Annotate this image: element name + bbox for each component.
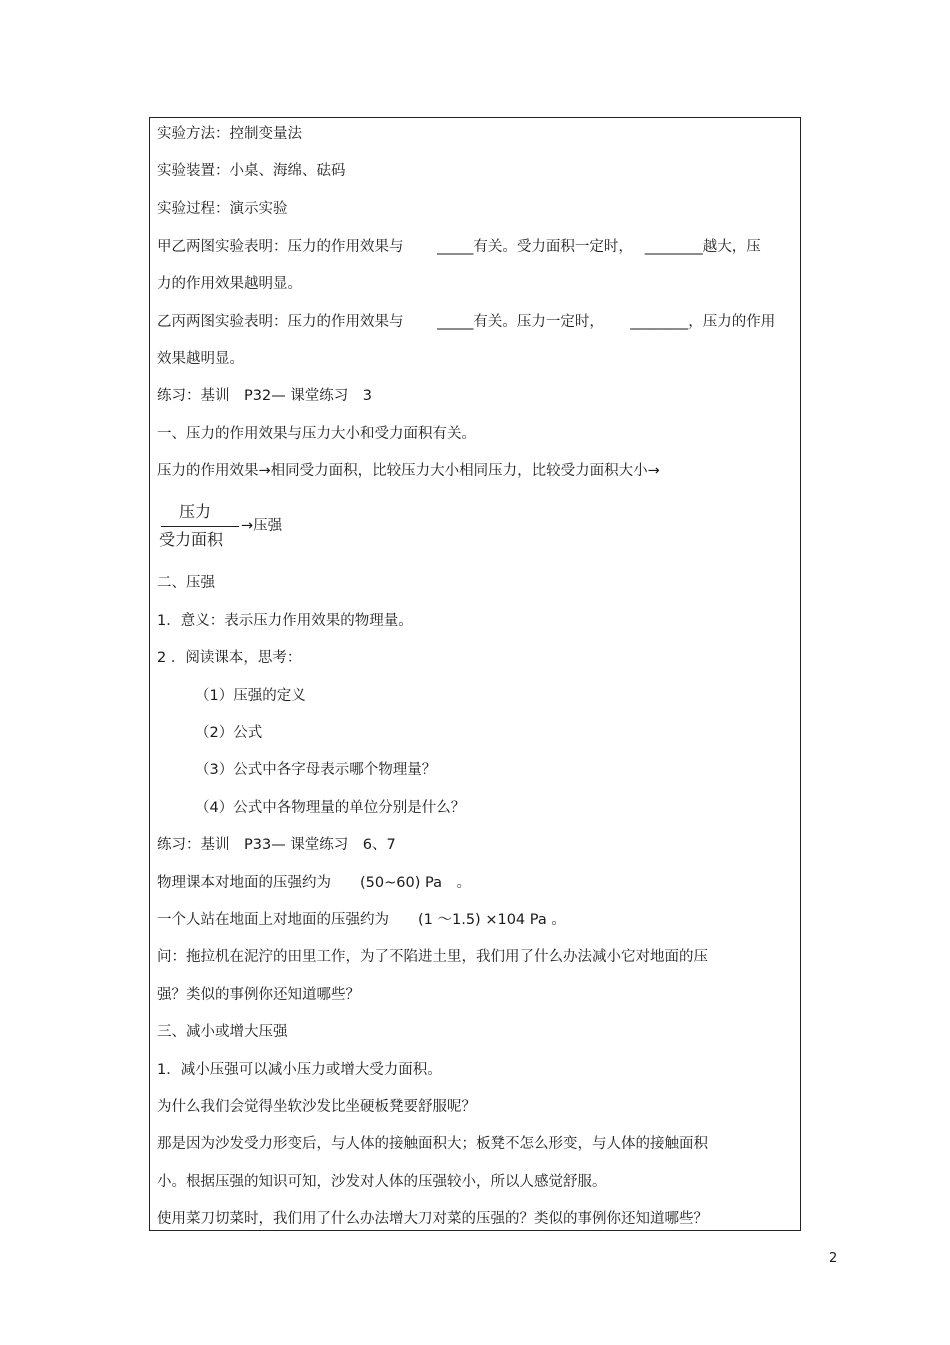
text-line: 1．减小压强可以减小压力或增大受力面积。 (157, 1062, 442, 1078)
text-line: 力的作用效果越明显。 (157, 276, 302, 292)
text-line: 乙丙两图实验表明：压力的作用效果与 _____有关。压力一定时， ________，压力的作用 (157, 314, 776, 330)
text-line: 强？类似的事例你还知道哪些？ (157, 987, 360, 1003)
text-line: 2 ．阅读课本，思考： (157, 650, 302, 666)
fraction-bar (161, 526, 239, 527)
text-line: 效果越明显。 (157, 351, 244, 367)
text-line: 练习：基训 P32— 课堂练习 3 (157, 388, 373, 404)
text-line: 问：拖拉机在泥泞的田里工作，为了不陷进土里，我们用了什么办法减小它对地面的压 (157, 949, 708, 965)
text-line: 物理课本对地面的压强约为 (50~60) Pa 。 (157, 875, 471, 891)
text-line: 压力的作用效果→相同受力面积，比较压力大小相同压力，比较受力面积大小→ (157, 463, 660, 479)
fraction-denominator: 受力面积 (159, 530, 224, 549)
section-heading: 二、压强 (157, 575, 215, 591)
text-line: 甲乙两图实验表明：压力的作用效果与 _____有关。受力面积一定时， ________越大，压 (157, 239, 761, 255)
list-item: （2）公式 (195, 725, 263, 741)
text-line: 那是因为沙发受力形变后，与人体的接触面积大；板凳不怎么形变，与人体的接触面积 (157, 1136, 708, 1152)
text-line: 一个人站在地面上对地面的压强约为 (1 ～1.5) ×104 Pa 。 (157, 912, 566, 928)
text-line: 实验过程：演示实验 (157, 201, 288, 217)
text-line: 实验装置：小桌、海绵、砝码 (157, 163, 346, 179)
text-line: 1．意义：表示压力作用效果的物理量。 (157, 613, 413, 629)
text-line: 小。根据压强的知识可知，沙发对人体的压强较小，所以人感觉舒服。 (157, 1174, 607, 1190)
pressure-fraction (157, 501, 307, 553)
fraction-suffix: →压强 (241, 518, 283, 534)
text-line: 使用菜刀切菜时，我们用了什么办法增大刀对菜的压强的？类似的事例你还知道哪些？ (157, 1211, 708, 1227)
text-line: 实验方法：控制变量法 (157, 126, 302, 142)
list-item: （1）压强的定义 (195, 688, 306, 704)
text-line: 练习：基训 P33— 课堂练习 6、7 (157, 837, 396, 853)
page-number: 2 (829, 1251, 838, 1266)
fraction-numerator: 压力 (179, 502, 212, 521)
list-item: （4）公式中各物理量的单位分别是什么？ (195, 800, 466, 816)
section-heading: 三、减小或增大压强 (157, 1024, 288, 1040)
text-line: 为什么我们会觉得坐软沙发比坐硬板凳要舒服呢？ (157, 1099, 476, 1115)
list-item: （3）公式中各字母表示哪个物理量？ (195, 762, 437, 778)
text-line: 一、压力的作用效果与压力大小和受力面积有关。 (157, 426, 476, 442)
